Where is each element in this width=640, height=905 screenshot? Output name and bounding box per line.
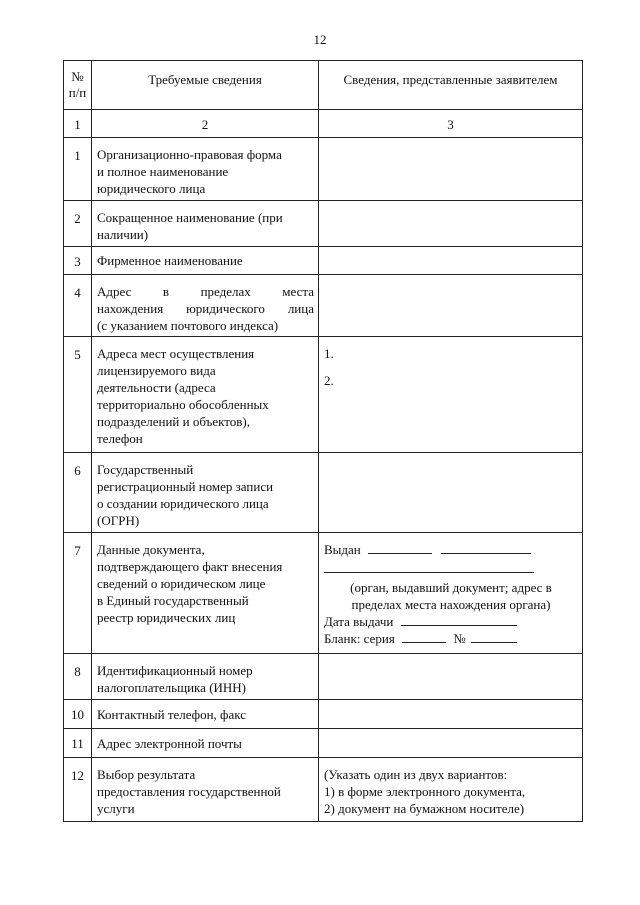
row-number: 5 bbox=[64, 337, 92, 453]
row-number: 1 bbox=[64, 138, 92, 201]
required-info-line: Сокращенное наименование (при bbox=[97, 210, 283, 225]
applicant-value-cell bbox=[319, 758, 583, 822]
issued-blank-1[interactable] bbox=[368, 541, 432, 554]
required-info-cell bbox=[92, 533, 319, 654]
form-series-label: Бланк: серия bbox=[324, 631, 395, 646]
required-info-line: услуги bbox=[97, 801, 135, 816]
page-number: 12 bbox=[313, 32, 327, 47]
form-series-blank[interactable] bbox=[402, 630, 446, 643]
issued-label: Выдан bbox=[324, 542, 361, 557]
required-info-line: сведений о юридическом лице bbox=[97, 576, 266, 591]
header-number-sign: № bbox=[71, 69, 84, 84]
address-item-1: 1. bbox=[324, 346, 334, 361]
table-row bbox=[64, 654, 583, 700]
applicant-value-cell[interactable] bbox=[319, 247, 583, 275]
required-info-cell bbox=[92, 453, 319, 533]
applicant-value-cell[interactable] bbox=[319, 138, 583, 201]
row-number: 6 bbox=[64, 453, 92, 533]
required-info-line: Контактный телефон, факс bbox=[97, 707, 247, 722]
table-row bbox=[64, 337, 583, 453]
required-info-line: регистрационный номер записи bbox=[97, 479, 274, 494]
required-info-cell bbox=[92, 654, 319, 700]
result-option-line: (Указать один из двух вариантов: bbox=[324, 767, 508, 782]
header-required-info: Требуемые сведения bbox=[92, 61, 319, 110]
required-info-line: (ОГРН) bbox=[97, 513, 140, 528]
result-option-line: 2) документ на бумажном носителе) bbox=[324, 801, 525, 816]
required-info-line: Идентификационный номер bbox=[97, 663, 253, 678]
required-info-line: юридического лица bbox=[97, 181, 206, 196]
table-row bbox=[64, 453, 583, 533]
index-cell-1: 1 bbox=[64, 110, 92, 138]
required-info-line: лицензируемого вида bbox=[97, 363, 216, 378]
required-info-line: нахождения юридического лица bbox=[97, 301, 314, 316]
row-number: 12 bbox=[64, 758, 92, 822]
required-info-cell bbox=[92, 275, 319, 337]
required-info-line: налогоплательщика (ИНН) bbox=[97, 680, 247, 695]
applicant-value-cell[interactable] bbox=[319, 201, 583, 247]
table-row bbox=[64, 275, 583, 337]
required-info-cell bbox=[92, 201, 319, 247]
issuer-note-2: пределах места нахождения органа) bbox=[351, 597, 551, 612]
required-info-line: Данные документа, bbox=[97, 542, 205, 557]
table-row bbox=[64, 758, 583, 822]
required-info-line: Адрес в пределах места bbox=[97, 284, 314, 299]
required-info-cell bbox=[92, 700, 319, 729]
required-info-cell bbox=[92, 247, 319, 275]
row-number: 2 bbox=[64, 201, 92, 247]
header-pp: п/п bbox=[68, 85, 87, 100]
issue-date-line bbox=[324, 613, 578, 630]
issuer-note-1: (орган, выдавший документ; адрес в bbox=[350, 580, 552, 595]
required-info-line: Организационно-правовая форма bbox=[97, 147, 282, 162]
required-info-line: и полное наименование bbox=[97, 164, 229, 179]
form-number-label: № bbox=[453, 631, 466, 646]
header-number-cell bbox=[64, 61, 92, 110]
form-number-blank[interactable] bbox=[471, 630, 517, 643]
required-info-line: в Единый государственный bbox=[97, 593, 249, 608]
required-info-line: реестр юридических лиц bbox=[97, 610, 236, 625]
applicant-value-cell[interactable] bbox=[319, 275, 583, 337]
applicant-value-cell bbox=[319, 533, 583, 654]
required-info-line: о создании юридического лица bbox=[97, 496, 269, 511]
required-info-line: Государственный bbox=[97, 462, 194, 477]
required-info-line: (с указанием почтового индекса) bbox=[97, 318, 279, 333]
required-info-line: подразделений и объектов), bbox=[97, 414, 250, 429]
application-form-table bbox=[63, 60, 583, 822]
issuer-blank[interactable] bbox=[324, 560, 534, 573]
table-row bbox=[64, 533, 583, 654]
issue-date-label: Дата выдачи bbox=[324, 614, 394, 629]
required-info-cell bbox=[92, 729, 319, 758]
applicant-value-cell[interactable] bbox=[319, 700, 583, 729]
required-info-line: телефон bbox=[97, 431, 143, 446]
row-number: 4 bbox=[64, 275, 92, 337]
required-info-line: деятельности (адреса bbox=[97, 380, 216, 395]
required-info-line: Адрес электронной почты bbox=[97, 736, 242, 751]
required-info-cell bbox=[92, 758, 319, 822]
row-number: 11 bbox=[64, 729, 92, 758]
row-number: 7 bbox=[64, 533, 92, 654]
address-item-2: 2. bbox=[324, 373, 334, 388]
required-info-line: подтверждающего факт внесения bbox=[97, 559, 283, 574]
required-info-cell bbox=[92, 337, 319, 453]
issued-blank-2[interactable] bbox=[441, 541, 531, 554]
issuer-blank-line bbox=[324, 560, 578, 577]
table-row bbox=[64, 138, 583, 201]
table-row bbox=[64, 729, 583, 758]
required-info-cell bbox=[92, 138, 319, 201]
table-row bbox=[64, 247, 583, 275]
required-info-line: территориально обособленных bbox=[97, 397, 269, 412]
index-row bbox=[64, 110, 583, 138]
required-info-line: Фирменное наименование bbox=[97, 253, 243, 268]
index-cell-3: 3 bbox=[319, 110, 583, 138]
applicant-value-cell[interactable] bbox=[319, 654, 583, 700]
applicant-value-cell[interactable] bbox=[319, 729, 583, 758]
row-number: 10 bbox=[64, 700, 92, 729]
table-header-row bbox=[64, 61, 583, 110]
required-info-line: предоставления государственной bbox=[97, 784, 281, 799]
row-number: 8 bbox=[64, 654, 92, 700]
required-info-line: наличии) bbox=[97, 227, 149, 242]
form-series-line bbox=[324, 630, 578, 647]
row-number: 3 bbox=[64, 247, 92, 275]
issued-line bbox=[324, 541, 578, 558]
issue-date-blank[interactable] bbox=[401, 613, 517, 626]
result-option-line: 1) в форме электронного документа, bbox=[324, 784, 526, 799]
required-info-line: Выбор результата bbox=[97, 767, 196, 782]
table-row bbox=[64, 700, 583, 729]
header-applicant-info: Сведения, представленные заявителем bbox=[319, 61, 583, 110]
applicant-value-cell[interactable] bbox=[319, 453, 583, 533]
required-info-line: Адреса мест осуществления bbox=[97, 346, 255, 361]
index-cell-2: 2 bbox=[92, 110, 319, 138]
applicant-value-cell[interactable] bbox=[319, 337, 583, 453]
table-row bbox=[64, 201, 583, 247]
